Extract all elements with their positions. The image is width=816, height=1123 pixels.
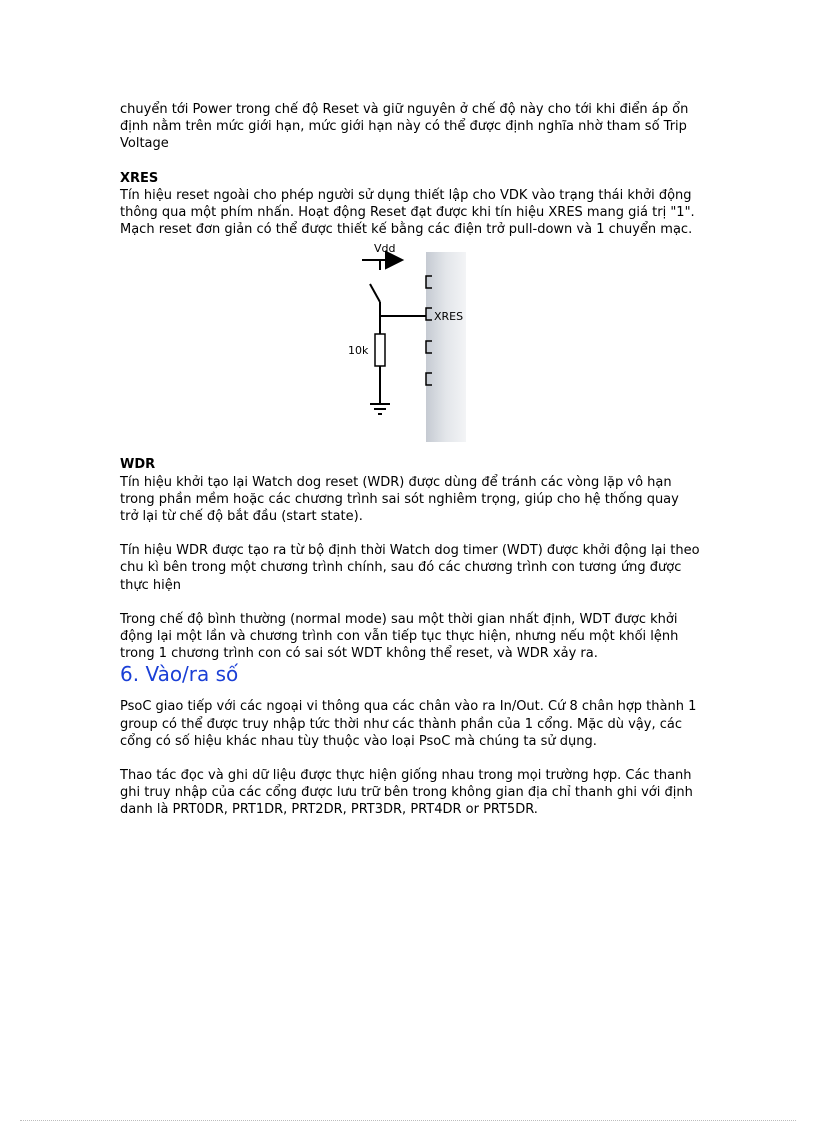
switch-symbol [370,284,380,302]
wdr-paragraph-2: Tín hiệu WDR được tạo ra từ bộ định thời Watch dog timer (WDT) được khởi động lại theo chu kì bên trong một chương trình chính, sau đó các chương trình con tương ứng được thực hiện [120,543,700,593]
xres-label: XRES [434,310,464,324]
wdr-paragraph-1: Tín hiệu khởi tạo lại Watch dog reset (WDR) được dùng để tránh các vòng lặp vô hạn trong phần mềm hoặc các chương trình sai sót nghiêm trọng, giúp cho hệ thống quay trở lại từ chế độ bắt đầu (start state). [120,474,679,525]
document-page [120,101,700,819]
io-paragraph-2: Thao tác đọc và ghi dữ liệu được thực hiện giống nhau trong mọi trường hợp. Các thanh ghi truy nhập của các cổng được lưu trữ bên trong không gian địa chỉ thanh ghi với định danh là PRT0DR, PRT1DR, PRT2DR, PRT3DR, PRT4DR or PRT5DR. [120,768,693,818]
resistor-label: 10k [348,344,369,358]
wdr-heading: WDR [120,457,156,473]
resistor-symbol [375,334,385,366]
ground-symbol [370,404,390,414]
xres-paragraph: Tín hiệu reset ngoài cho phép người sử dụng thiết lập cho VDK vào trạng thái khởi động thông qua một phím nhấn. Hoạt động Reset đạt được khi tín hiệu XRES mang giá trị "1". Mạch reset đơn giản có thể được thiết kế bằng các điện trở pull-down và 1 chuyển mạc. [120,187,695,238]
io-section-title: 6. Vào/ra số [120,662,239,687]
reset-circuit-figure [120,238,700,448]
intro-paragraph: chuyển tới Power trong chế độ Reset và giữ nguyên ở chế độ này cho tới khi điển áp ổn định nằm trên mức giới hạn, mức giới hạn này có thể được định nghĩa nhờ tham số Trip Voltage [120,102,689,152]
io-paragraph-1: PsoC giao tiếp với các ngoại vi thông qua các chân vào ra In/Out. Cứ 8 chân hợp thành 1 group có thể được truy nhập tức thời như các thành phần của 1 cổng. Mặc dù vậy, các cổng có số hiệu khác nhau tùy thuộc vào loại PsoC mà chúng ta sử dụng. [120,699,697,749]
vdd-label: Vdd [374,242,396,256]
chip-body [426,252,466,442]
page-bottom-border [20,1120,796,1121]
wdr-paragraph-3: Trong chế độ bình thường (normal mode) sau một thời gian nhất định, WDT được khởi động lại một lần và chương trình con vẫn tiếp tục thực hiện, nhưng nếu một khối lệnh trong 1 chương trình con có sai sót WDT không thể reset, và WDR xảy ra. [120,611,679,662]
circuit-wires [380,302,426,404]
xres-heading: XRES [120,170,159,186]
reset-circuit-diagram [338,242,468,442]
